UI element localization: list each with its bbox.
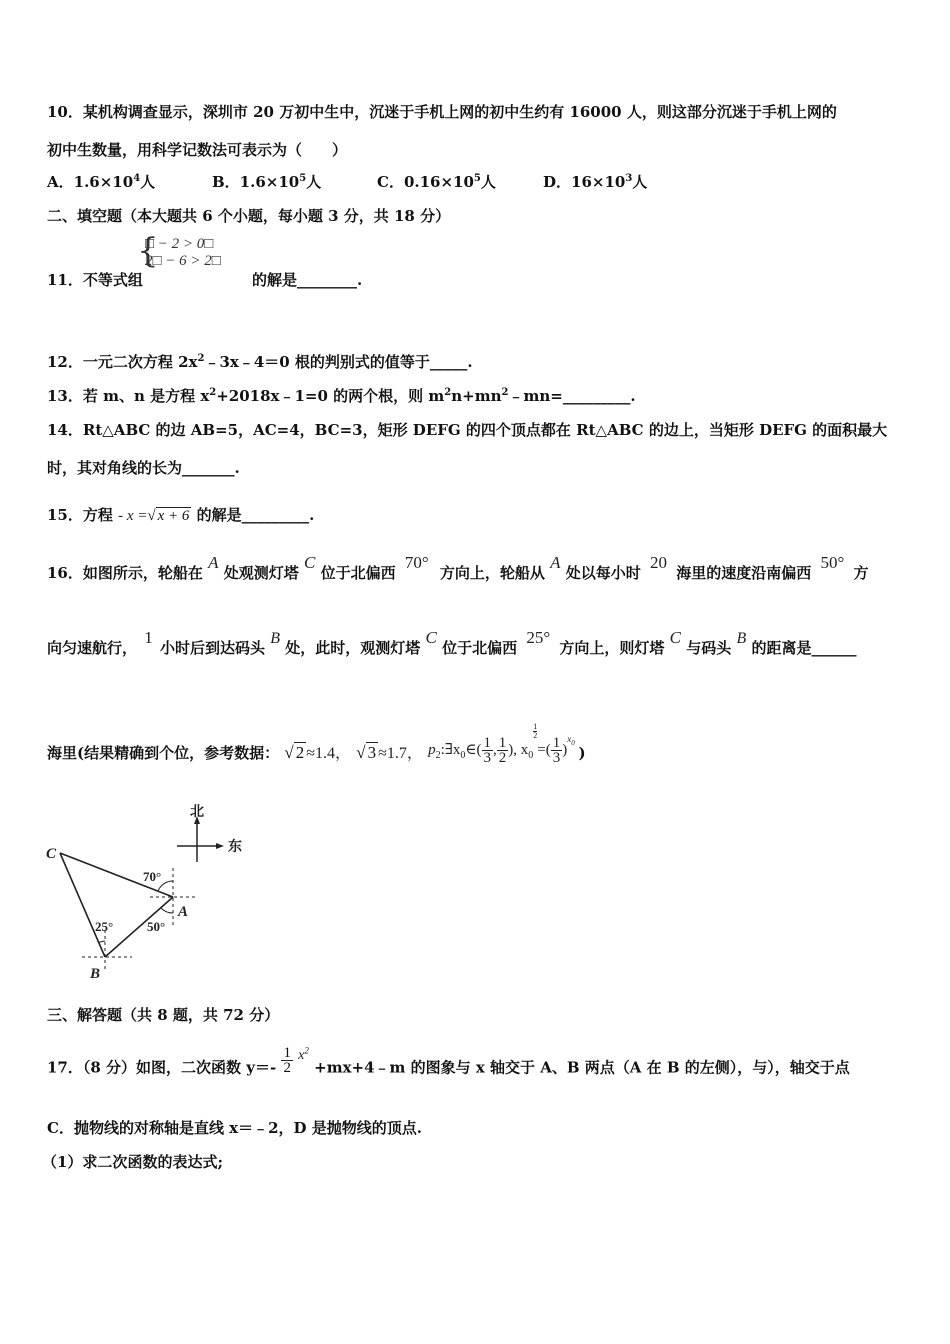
label-angle-25: 25° <box>95 919 114 934</box>
q11-pre: 11．不等式组 <box>47 271 143 289</box>
q17-line2: C．抛物线的对称轴是直线 x＝﹣2，D 是抛物线的顶点. <box>47 1119 422 1137</box>
label-a: A <box>178 904 189 920</box>
q17-line1: 17．（8 分）如图，二次函数 y＝- $\frac{1}{2}$ $x^2$ +mx+4﹣m 的图象与 x 轴交于 A、B 两点（A 在 B 的左侧），与），轴交于点 <box>47 1045 850 1077</box>
inequality-system <box>145 236 221 270</box>
arc-50 <box>161 908 173 913</box>
q15: 15．方程 - x =√ x + 6 的解是_________. <box>47 506 315 524</box>
q16-line1: 16．如图所示，轮船在 A 处观测灯塔 C 位于北偏西 70° 方向上，轮船从 A 处以每小时 20 海里的速度沿南偏西 50° 方 <box>47 553 869 582</box>
sqrt-expression: √ x + 6 <box>147 508 190 524</box>
q17-line3: （1）求二次函数的表达式; <box>42 1153 223 1171</box>
q10-line1: 10．某机构调查显示，深圳市 20 万初中生中，沉迷于手机上网的初中生约有 16000 人，则这部分沉迷于手机上网的 <box>47 103 837 121</box>
q10-option-c: C．$0.16\times 10^5$人 <box>377 173 496 191</box>
section3-title: 三、解答题（共 8 题，共 72 分） <box>47 1006 280 1024</box>
q16-line3: 海里(结果精确到个位，参考数据： √ 2 ≈1.4， √ 3 ≈1.7， $p_2:\exists x_0\in$( $\frac{1}{3}$ , $\frac{1}{2}$ ), $x_0$ $\frac{1}{2}$ =( $\frac{1}{3}$ )$^{x_0}$ ) <box>47 722 586 767</box>
section2-title: 二、填空题（本大题共 6 个小题，每小题 3 分，共 18 分） <box>47 207 451 225</box>
compass-arrow-east <box>216 843 224 849</box>
fraction-half: $\frac{1}{2}$ <box>283 1045 291 1077</box>
q11-post: 的解是________. <box>252 271 363 289</box>
q10-line2: 初中生数量，用科学记数法可表示为（ ） <box>47 141 348 159</box>
q14-line1: 14．Rt△ABC 的边 AB=5，AC=4，BC=3，矩形 DEFG 的四个顶点都在 Rt△ABC 的边上，当矩形 DEFG 的面积最大 <box>47 421 888 439</box>
label-east: 东 <box>228 840 242 855</box>
q10-option-a: A．$1.6\times 10^4$人 <box>47 173 156 191</box>
p2-expression: $p_2:\exists x_0\in$( $\frac{1}{3}$ , $\frac{1}{2}$ ), $x_0$ $\frac{1}{2}$ =( $\frac{1}{3}$ )$^{x_0}$ <box>428 722 575 767</box>
inequality-1: □ − 2 > 0□ <box>145 236 214 252</box>
label-angle-50: 50° <box>147 919 166 934</box>
q13: 13．若 m、n 是方程 $x^2+2018x﹣1=0$ 的两个根，则 $m^2n+mn^2﹣mn=\_\_\_\_\_\_\_\_\_$. <box>47 387 636 405</box>
q10-option-b: B．$1.6\times 10^5$人 <box>212 173 322 191</box>
q10-option-d: D．$16\times 10^3$人 <box>543 173 648 191</box>
q16-line2: 向匀速航行， 1 小时后到达码头 B 处，此时，观测灯塔 C 位于北偏西 25° 方向上，则灯塔 C 与码头 B 的距离是______ <box>47 628 857 657</box>
navigation-diagram <box>40 800 260 990</box>
sqrt-2: √ 2 <box>284 743 305 762</box>
q12: 12．一元二次方程 $2x^2﹣3x﹣4=0$ 根的判别式的值等于_____. <box>47 353 473 371</box>
sqrt-3: √ 3 <box>356 743 377 762</box>
label-c: C <box>46 846 57 862</box>
label-north: 北 <box>190 805 204 820</box>
system-brace: { <box>137 231 159 271</box>
q14-line2: 时，其对角线的长为_______. <box>47 459 240 477</box>
label-angle-70: 70° <box>143 869 162 884</box>
inequality-2: 2□ − 6 > 2□ <box>145 253 221 269</box>
label-b: B <box>90 966 101 982</box>
x-squared: $x^2$ <box>298 1045 309 1063</box>
